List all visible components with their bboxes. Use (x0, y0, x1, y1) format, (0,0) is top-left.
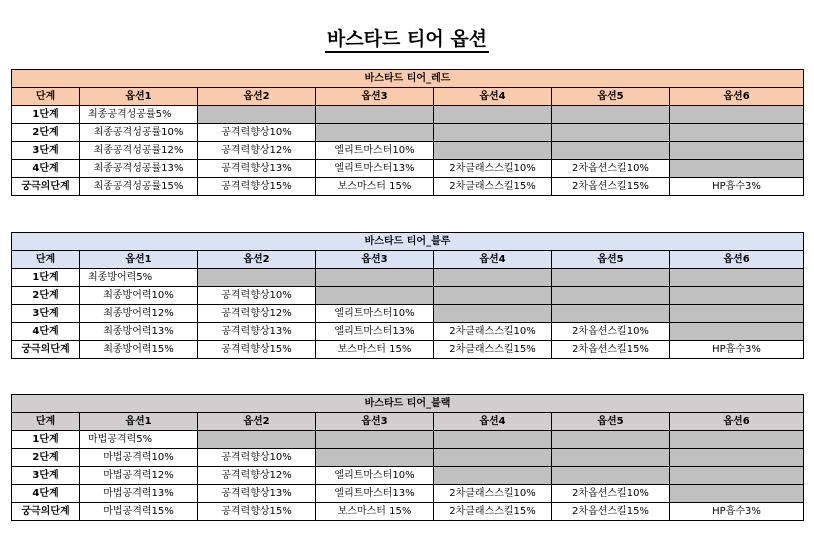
option-cell: 2차옵션스킬10% (552, 485, 670, 503)
stage-cell: 4단계 (12, 160, 80, 178)
table-row (12, 503, 804, 521)
empty-option-cell (552, 124, 670, 142)
empty-option-cell (552, 305, 670, 323)
option-cell: 공격력향상15% (198, 341, 316, 359)
option-cell: 엘리트마스터13% (316, 485, 434, 503)
option-cell: 공격력향상15% (198, 178, 316, 196)
option-cell: 보스마스터 15% (316, 341, 434, 359)
option-cell: 공격력향상13% (198, 323, 316, 341)
table-row (12, 485, 804, 503)
column-header-option-6: 옵션6 (670, 251, 804, 269)
table-title: 바스타드 티어_레드 (12, 70, 804, 88)
tier-table-black (11, 394, 804, 521)
empty-option-cell (670, 467, 804, 485)
empty-option-cell (316, 269, 434, 287)
option-cell: 2차클래스스킬10% (434, 160, 552, 178)
empty-option-cell (670, 287, 804, 305)
stage-cell: 1단계 (12, 269, 80, 287)
stage-cell: 궁극의단계 (12, 341, 80, 359)
option-cell: HP흡수3% (670, 178, 804, 196)
table-title: 바스타드 티어_블랙 (12, 395, 804, 413)
empty-option-cell (670, 485, 804, 503)
empty-option-cell (434, 287, 552, 305)
option-cell: 최종방어력13% (80, 323, 198, 341)
option-cell: 2차클래스스킬15% (434, 503, 552, 521)
option-cell: 2차옵션스킬15% (552, 503, 670, 521)
column-header-option-1: 옵션1 (80, 413, 198, 431)
option-cell: 보스마스터 15% (316, 178, 434, 196)
option-cell: 2차옵션스킬10% (552, 323, 670, 341)
empty-option-cell (670, 106, 804, 124)
column-header-option-1: 옵션1 (80, 88, 198, 106)
option-cell: 2차옵션스킬10% (552, 160, 670, 178)
table-row (12, 106, 804, 124)
option-cell: HP흡수3% (670, 503, 804, 521)
empty-option-cell (434, 467, 552, 485)
table-row (12, 323, 804, 341)
empty-option-cell (670, 305, 804, 323)
empty-option-cell (316, 449, 434, 467)
table-row (12, 287, 804, 305)
option-cell: 공격력향상12% (198, 467, 316, 485)
column-header-option-4: 옵션4 (434, 413, 552, 431)
empty-option-cell (316, 106, 434, 124)
table-header-row (12, 251, 804, 269)
option-cell: 공격력향상10% (198, 287, 316, 305)
option-cell: 마법공격력12% (80, 467, 198, 485)
empty-option-cell (434, 269, 552, 287)
option-cell: 2차옵션스킬15% (552, 178, 670, 196)
table-title-row (12, 70, 804, 88)
option-cell: 최종공격성공률5% (80, 106, 198, 124)
stage-cell: 1단계 (12, 106, 80, 124)
column-header-option-1: 옵션1 (80, 251, 198, 269)
table-row (12, 124, 804, 142)
stage-cell: 4단계 (12, 485, 80, 503)
stage-cell: 4단계 (12, 323, 80, 341)
option-cell: 공격력향상13% (198, 485, 316, 503)
page-title (0, 24, 814, 51)
table-row (12, 160, 804, 178)
empty-option-cell (434, 431, 552, 449)
table-row (12, 269, 804, 287)
table-row (12, 431, 804, 449)
empty-option-cell (552, 106, 670, 124)
option-cell: 엘리트마스터10% (316, 142, 434, 160)
option-cell: 2차클래스스킬15% (434, 341, 552, 359)
table-row (12, 305, 804, 323)
column-header-stage: 단계 (12, 251, 80, 269)
empty-option-cell (552, 287, 670, 305)
column-header-option-4: 옵션4 (434, 251, 552, 269)
column-header-stage: 단계 (12, 413, 80, 431)
column-header-option-2: 옵션2 (198, 251, 316, 269)
empty-option-cell (198, 106, 316, 124)
column-header-option-6: 옵션6 (670, 88, 804, 106)
stage-cell: 2단계 (12, 124, 80, 142)
column-header-option-2: 옵션2 (198, 88, 316, 106)
option-cell: 마법공격력13% (80, 485, 198, 503)
empty-option-cell (552, 142, 670, 160)
empty-option-cell (198, 269, 316, 287)
column-header-option-3: 옵션3 (316, 88, 434, 106)
option-cell: 최종공격성공률12% (80, 142, 198, 160)
option-cell: 최종공격성공률15% (80, 178, 198, 196)
stage-cell: 1단계 (12, 431, 80, 449)
empty-option-cell (552, 269, 670, 287)
option-cell: 최종공격성공률10% (80, 124, 198, 142)
empty-option-cell (552, 431, 670, 449)
option-cell: 공격력향상13% (198, 160, 316, 178)
table-title: 바스타드 티어_블루 (12, 233, 804, 251)
option-cell: 공격력향상12% (198, 305, 316, 323)
stage-cell: 2단계 (12, 287, 80, 305)
empty-option-cell (552, 467, 670, 485)
empty-option-cell (434, 124, 552, 142)
empty-option-cell (316, 124, 434, 142)
table-header-row (12, 88, 804, 106)
empty-option-cell (434, 449, 552, 467)
empty-option-cell (552, 449, 670, 467)
option-cell: 마법공격력5% (80, 431, 198, 449)
empty-option-cell (670, 431, 804, 449)
option-cell: 마법공격력15% (80, 503, 198, 521)
option-cell: 2차클래스스킬10% (434, 485, 552, 503)
option-cell: 2차클래스스킬10% (434, 323, 552, 341)
table-title-row (12, 395, 804, 413)
option-cell: 엘리트마스터13% (316, 323, 434, 341)
column-header-option-4: 옵션4 (434, 88, 552, 106)
table-row (12, 449, 804, 467)
option-cell: 2차옵션스킬15% (552, 341, 670, 359)
stage-cell: 궁극의단계 (12, 503, 80, 521)
stage-cell: 3단계 (12, 467, 80, 485)
option-cell: 최종공격성공률13% (80, 160, 198, 178)
empty-option-cell (316, 431, 434, 449)
empty-option-cell (670, 323, 804, 341)
empty-option-cell (434, 142, 552, 160)
option-cell: 2차클래스스킬15% (434, 178, 552, 196)
option-cell: 최종방어력12% (80, 305, 198, 323)
empty-option-cell (670, 142, 804, 160)
option-cell: 공격력향상15% (198, 503, 316, 521)
tier-table-blue (11, 232, 804, 359)
empty-option-cell (198, 431, 316, 449)
column-header-stage: 단계 (12, 88, 80, 106)
option-cell: 최종방어력10% (80, 287, 198, 305)
option-cell: 공격력향상10% (198, 124, 316, 142)
table-row (12, 341, 804, 359)
option-cell: 엘리트마스터13% (316, 160, 434, 178)
stage-cell: 3단계 (12, 305, 80, 323)
column-header-option-5: 옵션5 (552, 413, 670, 431)
column-header-option-5: 옵션5 (552, 88, 670, 106)
option-cell: 공격력향상10% (198, 449, 316, 467)
column-header-option-6: 옵션6 (670, 413, 804, 431)
table-row (12, 467, 804, 485)
option-cell: 보스마스터 15% (316, 503, 434, 521)
table-title-row (12, 233, 804, 251)
table-header-row (12, 413, 804, 431)
column-header-option-3: 옵션3 (316, 413, 434, 431)
table-row (12, 178, 804, 196)
page-title-text: 바스타드 티어 옵션 (325, 28, 489, 53)
stage-cell: 궁극의단계 (12, 178, 80, 196)
empty-option-cell (434, 305, 552, 323)
empty-option-cell (316, 287, 434, 305)
option-cell: 마법공격력10% (80, 449, 198, 467)
stage-cell: 2단계 (12, 449, 80, 467)
empty-option-cell (670, 160, 804, 178)
option-cell: 엘리트마스터10% (316, 467, 434, 485)
empty-option-cell (434, 106, 552, 124)
column-header-option-3: 옵션3 (316, 251, 434, 269)
table-row (12, 142, 804, 160)
empty-option-cell (670, 124, 804, 142)
column-header-option-2: 옵션2 (198, 413, 316, 431)
option-cell: 최종방어력5% (80, 269, 198, 287)
stage-cell: 3단계 (12, 142, 80, 160)
empty-option-cell (670, 269, 804, 287)
option-cell: 공격력향상12% (198, 142, 316, 160)
option-cell: 엘리트마스터10% (316, 305, 434, 323)
option-cell: 최종방어력15% (80, 341, 198, 359)
tier-table-red (11, 69, 804, 196)
column-header-option-5: 옵션5 (552, 251, 670, 269)
option-cell: HP흡수3% (670, 341, 804, 359)
empty-option-cell (670, 449, 804, 467)
